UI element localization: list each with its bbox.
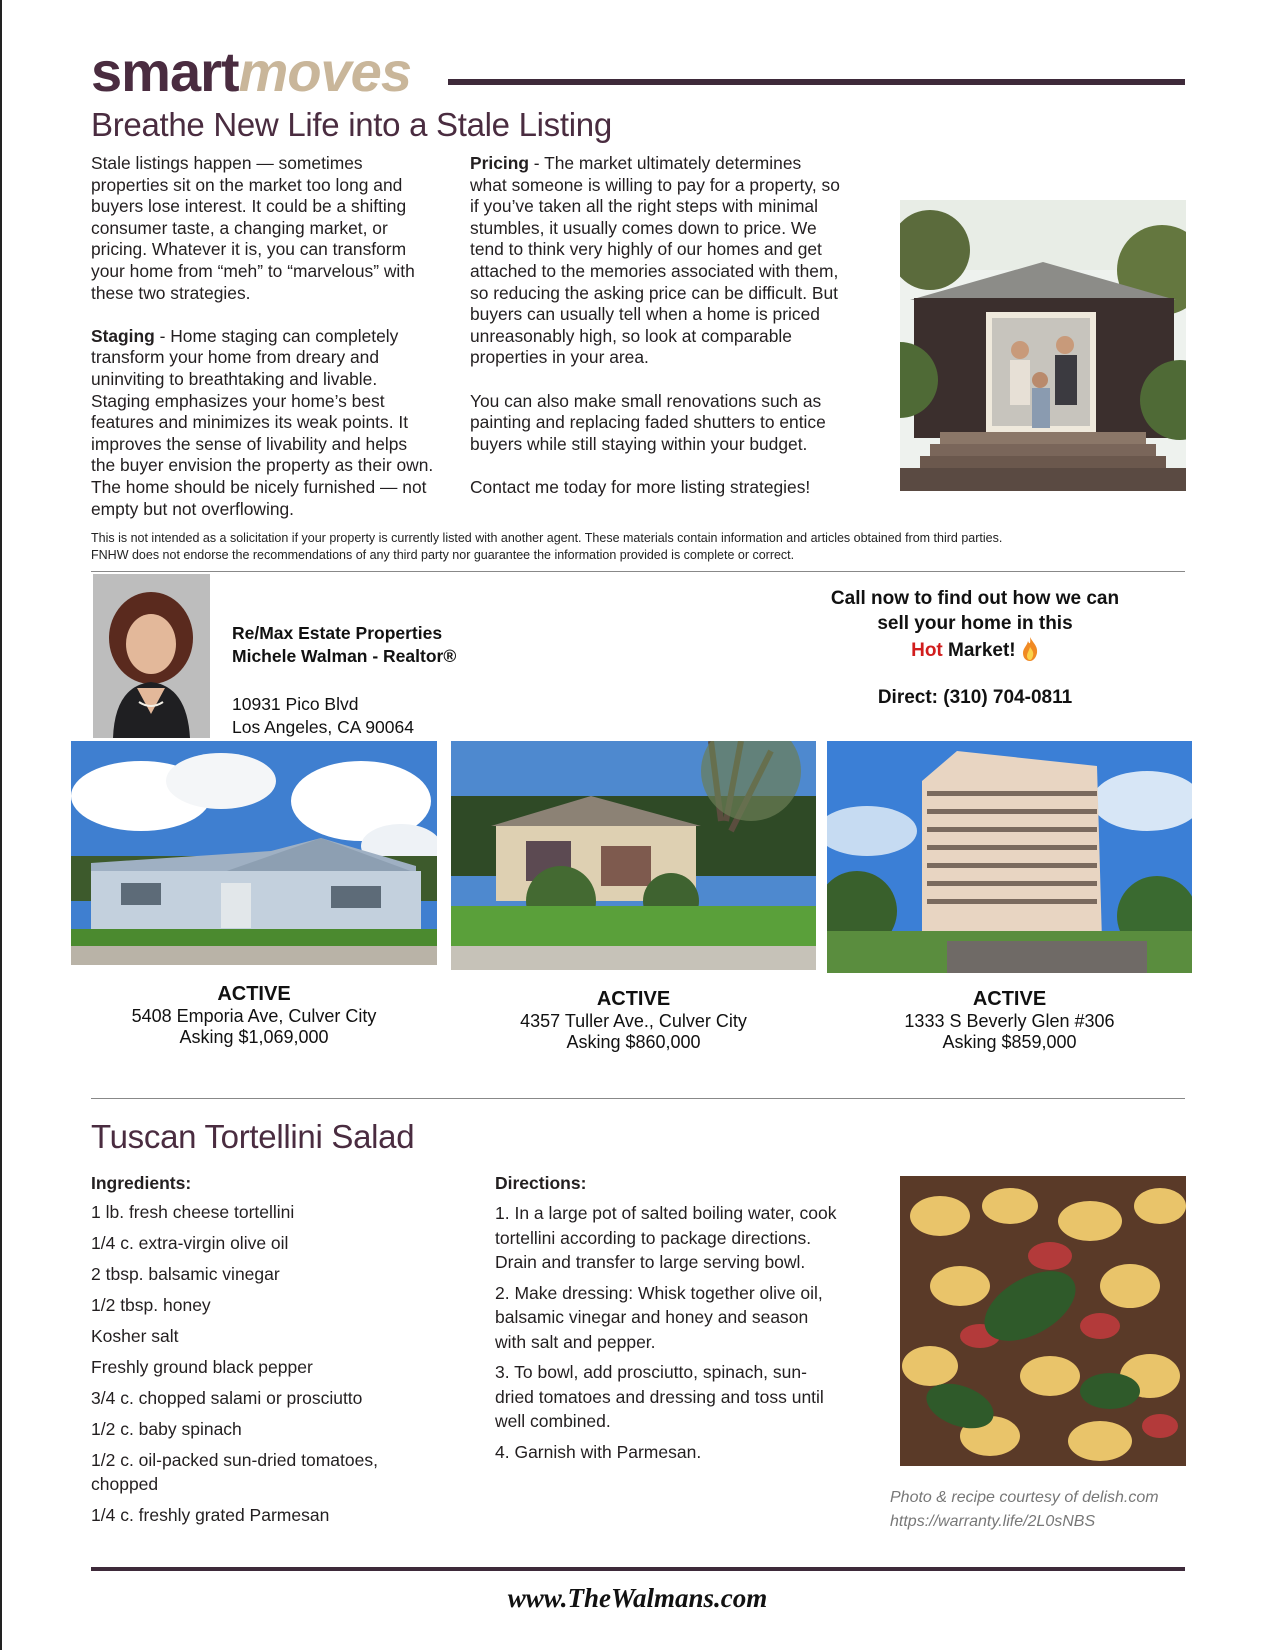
listing-photo-emporia xyxy=(71,741,437,965)
cta-line-1: Call now to find out how we can xyxy=(830,588,1120,609)
listing-address: 5408 Emporia Ave, Culver City xyxy=(131,1005,377,1026)
disclaimer-line-1: This is not intended as a solicitation if your property is currently listed with another agent. These materials contain information and articles obtained from third parties. xyxy=(91,531,1003,545)
pricing-text: - The market ultimately determines what someone is willing to pay for a property, so if you’ve taken all the right steps with minimal stumbles, it usually comes down to price. We tend to think very highly of our homes and get attached to the memories associated with them, so reducing the asking price can be difficult. But buyers can usually tell when a home is priced unreasonably high, so look at comparable properties in your area. xyxy=(470,153,840,368)
ingredient-item: 1/4 c. freshly grated Parmesan xyxy=(91,1505,330,1525)
renovations-paragraph: You can also make small renovations such as painting and replacing faded shutters to entice buyers while still staying within your budget. xyxy=(470,390,826,454)
ingredient-item: 1/2 c. baby spinach xyxy=(91,1419,242,1439)
agent-address-line-2: Los Angeles, CA 90064 xyxy=(232,717,414,737)
flame-icon xyxy=(1021,636,1039,662)
ingredient-item: 3/4 c. chopped salami or prosciutto xyxy=(91,1388,363,1408)
family-porch-photo xyxy=(900,200,1186,491)
listing-address: 4357 Tuller Ave., Culver City xyxy=(520,1010,747,1031)
section-divider-recipe xyxy=(91,1098,1185,1099)
brand-smart: smart xyxy=(91,40,239,103)
agent-brokerage: Re/Max Estate Properties xyxy=(232,623,443,643)
disclaimer xyxy=(91,530,1191,563)
direction-step: 2. Make dressing: Whisk together olive oil, balsamic vinegar and honey and season with salt and pepper. xyxy=(495,1282,823,1352)
section-divider-agent xyxy=(91,571,1185,572)
ingredient-item: Kosher salt xyxy=(91,1326,179,1346)
listing-caption-beverly-glen xyxy=(827,989,1192,1054)
recipe-title: Tuscan Tortellini Salad xyxy=(91,1118,415,1155)
listing-address: 1333 S Beverly Glen #306 xyxy=(904,1010,1115,1031)
cta-direct-phone[interactable]: Direct: (310) 704-0811 xyxy=(877,687,1073,708)
listing-caption-emporia xyxy=(71,984,437,1049)
cta-line-3 xyxy=(790,636,1160,663)
staging-text: - Home staging can completely transform your home from dreary and uninviting to breathtaking and livable. Staging emphasizes your home’s best features and minimizes its weak points. It improves the sense of livability and helps the buyer envision the property as their own. The home should be nicely furnished — not empty but not overflowing. xyxy=(91,325,434,519)
ingredient-item: 1/2 c. oil-packed sun-dried tomatoes, chopped xyxy=(91,1450,378,1494)
cta-market: Market! xyxy=(942,640,1016,661)
direction-step: 4. Garnish with Parmesan. xyxy=(495,1441,702,1462)
pricing-paragraph xyxy=(470,153,840,369)
staging-paragraph xyxy=(91,326,436,520)
ingredient-item: 1/4 c. extra-virgin olive oil xyxy=(91,1233,289,1253)
article-intro: Stale listings happen — sometimes properties sit on the market too long and buyers lose interest. It could be a shifting consumer taste, a changing market, or pricing. Whatever it is, you can transform your home from “meh” to “marvelous” with these two strategies. xyxy=(91,153,415,303)
footer-website-link[interactable]: www.TheWalmans.com xyxy=(507,1583,768,1613)
page-left-border xyxy=(0,0,2,1650)
listing-price: Asking $859,000 xyxy=(942,1032,1077,1052)
agent-address xyxy=(232,693,414,739)
listing-status: ACTIVE xyxy=(217,983,291,1005)
header-divider xyxy=(448,79,1185,85)
call-to-action xyxy=(790,586,1160,710)
article-headline: Breathe New Life into a Stale Listing xyxy=(91,106,612,143)
listing-price: Asking $1,069,000 xyxy=(179,1027,329,1047)
article-column-right xyxy=(470,153,840,520)
contact-paragraph: Contact me today for more listing strategies! xyxy=(470,476,811,497)
agent-name: Michele Walman - Realtor® xyxy=(232,646,457,666)
directions-heading: Directions: xyxy=(495,1173,587,1193)
listing-price: Asking $860,000 xyxy=(566,1032,701,1052)
directions-list xyxy=(495,1201,840,1470)
ingredient-item: Freshly ground black pepper xyxy=(91,1357,313,1377)
recipe-credit xyxy=(890,1486,1159,1534)
direction-step: 3. To bowl, add prosciutto, spinach, sun-dried tomatoes and dressing and toss until well combined. xyxy=(495,1362,824,1431)
ingredient-item: 1/2 tbsp. honey xyxy=(91,1295,211,1315)
ingredient-item: 1 lb. fresh cheese tortellini xyxy=(91,1202,295,1222)
recipe-credit-link[interactable]: https://warranty.life/2L0sNBS xyxy=(890,1513,1096,1530)
pricing-label: Pricing xyxy=(470,153,529,173)
staging-label: Staging xyxy=(91,325,155,346)
footer-divider xyxy=(91,1567,1185,1571)
disclaimer-line-2: FNHW does not endorse the recommendations of any third party nor guarantee the information provided is complete or correct. xyxy=(91,547,795,562)
direction-step: 1. In a large pot of salted boiling water, cook tortellini according to package directions. Drain and transfer to large serving bowl. xyxy=(495,1203,837,1272)
listing-status: ACTIVE xyxy=(596,988,671,1010)
article-column-left xyxy=(91,153,436,542)
listing-photo-tuller xyxy=(451,741,816,970)
recipe-credit-source: Photo & recipe courtesy of delish.com xyxy=(890,1489,1159,1506)
ingredients-list xyxy=(91,1200,421,1534)
cta-hot: Hot xyxy=(911,640,943,661)
agent-address-line-1: 10931 Pico Blvd xyxy=(232,694,359,714)
agent-headshot xyxy=(93,574,210,738)
tortellini-salad-photo xyxy=(900,1176,1186,1466)
cta-line-2: sell your home in this xyxy=(877,613,1073,634)
brand-logo xyxy=(91,40,411,103)
ingredients-heading: Ingredients: xyxy=(91,1173,192,1193)
listing-status: ACTIVE xyxy=(972,988,1047,1010)
ingredient-item: 2 tbsp. balsamic vinegar xyxy=(91,1264,280,1284)
brand-moves: moves xyxy=(238,40,411,103)
listing-caption-tuller xyxy=(451,989,816,1054)
listing-photo-beverly-glen xyxy=(827,741,1192,973)
agent-identity xyxy=(232,622,456,668)
